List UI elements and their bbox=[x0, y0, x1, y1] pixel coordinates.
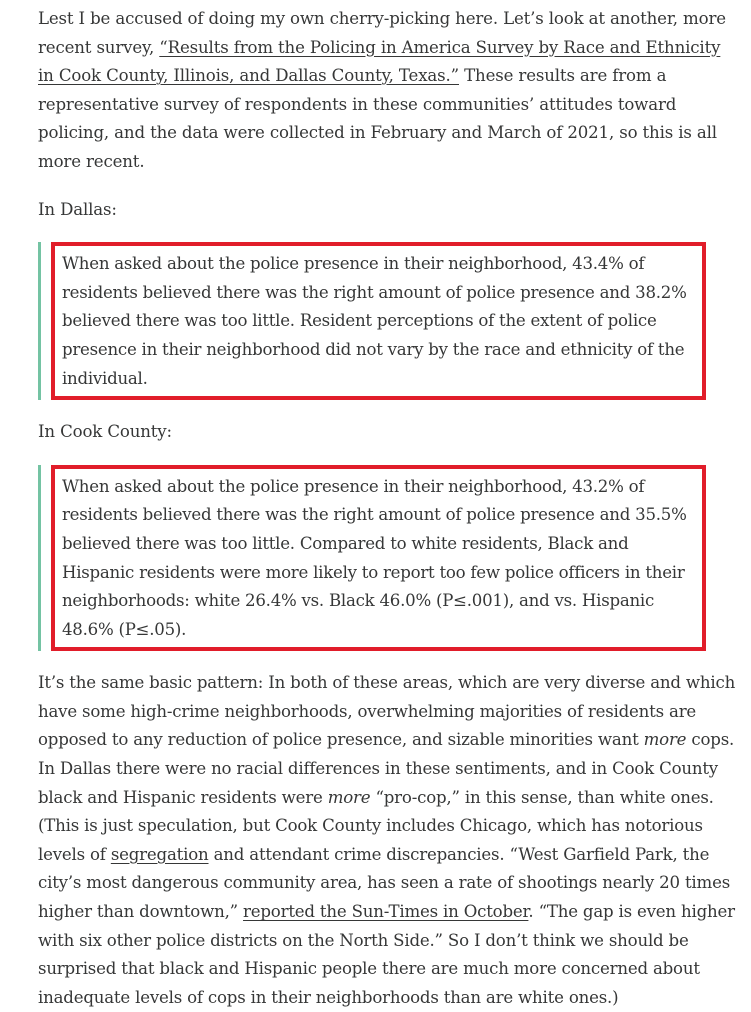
outro-text-2: cops. In Dallas there were no racial differences in these sentiments, and in Cook County black and Hispanic residents were bbox=[38, 730, 735, 807]
quote-bar bbox=[38, 242, 41, 400]
dallas-highlight-box bbox=[51, 242, 706, 400]
outro-em-1: more bbox=[643, 730, 687, 750]
cook-county-quote-text: When asked about the police presence in their neighborhood, 43.2% of residents believed there was the right amount of police presence and 35.5% believed there was too little. Compared to white residents, Black and Hispanic residents were more likely to report too few police officers in their neighborhoods: white 26.4% vs. Black 46.0% (P≤.001), and vs. Hispanic 48.6% (P≤.05). bbox=[62, 476, 687, 639]
outro-text-5: . “The gap is even higher with six other police districts on the North Side.” So I don’t think we should be surprised that black and Hispanic people there are much more concerned about inadequate levels of cops in their neighborhoods than are white ones.) bbox=[38, 902, 735, 1007]
article-body bbox=[38, 5, 738, 1012]
cook-county-highlight-box bbox=[51, 465, 706, 652]
quote-bar bbox=[38, 465, 41, 652]
outro-text-4: and attendant crime discrepancies. “West Garfield Park, the city’s most dangerous community area, has seen a rate of shootings nearly 20 times higher than downtown,” bbox=[38, 844, 731, 922]
outro-text-1: It’s the same basic pattern: In both of these areas, which are very diverse and which have some high-crime neighborhoods, overwhelming majorities of residents are opposed to any reduction of police presence, and sizable minorities want bbox=[38, 673, 736, 750]
survey-link[interactable]: “Results from the Policing in America Survey by Race and Ethnicity in Cook County, Illinois, and Dallas County, Texas.” bbox=[38, 37, 721, 86]
segregation-link[interactable]: segregation bbox=[110, 844, 209, 864]
dallas-label: In Dallas: bbox=[38, 199, 117, 219]
intro-text-pre: Lest I be accused of doing my own cherry-picking here. Let’s look at another, more recent survey, bbox=[38, 9, 726, 57]
intro-paragraph bbox=[38, 5, 738, 177]
cook-county-label: In Cook County: bbox=[38, 422, 172, 442]
sun-times-link[interactable]: reported the Sun-Times in October bbox=[243, 902, 529, 922]
outro-em-2: more bbox=[327, 787, 371, 807]
dallas-quote-text: When asked about the police presence in their neighborhood, 43.4% of residents believed there was the right amount of police presence and 38.2% believed there was too little. Resident perceptions of the extent of police presence in their neighborhood did not vary by the race and ethnicity of the individual. bbox=[62, 254, 687, 388]
dallas-blockquote bbox=[38, 242, 738, 400]
cook-county-blockquote bbox=[38, 465, 738, 652]
outro-paragraph bbox=[38, 669, 738, 1012]
outro-text-3: “pro-cop,” in this sense, than white ones. (This is just speculation, but Cook County includes Chicago, which has notorious levels of bbox=[38, 787, 714, 864]
intro-text-post: These results are from a representative survey of respondents in these communities’ attitudes toward policing, and the data were collected in February and March of 2021, so this is all more recent. bbox=[38, 66, 717, 171]
